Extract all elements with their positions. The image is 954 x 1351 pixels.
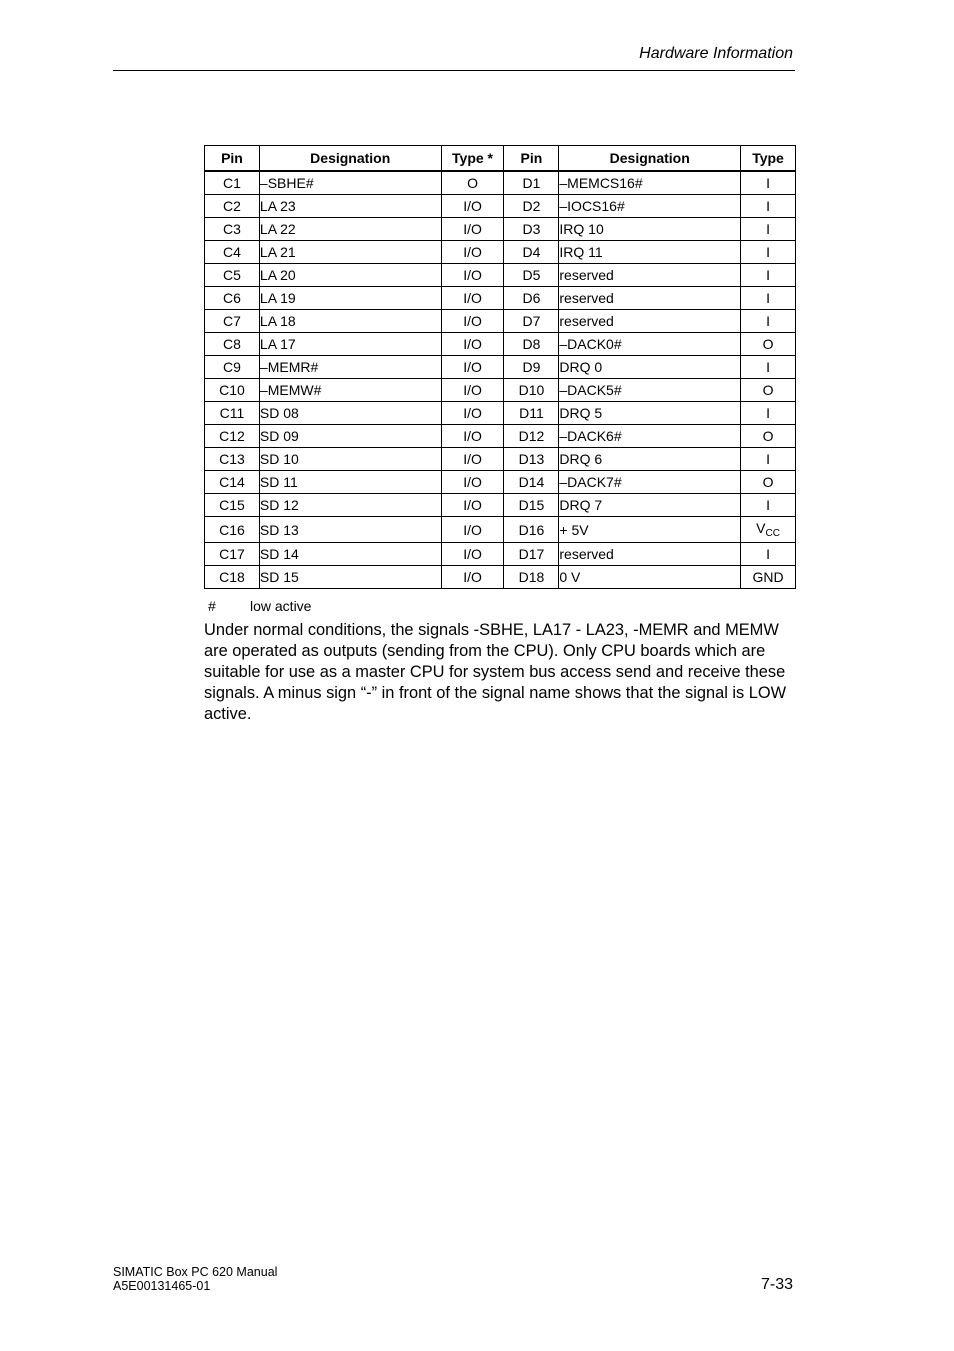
pin-c-cell: C8 xyxy=(205,333,260,356)
pin-d-cell: D15 xyxy=(504,494,559,517)
designation-d-cell: IRQ 11 xyxy=(559,241,741,264)
pin-c-cell: C5 xyxy=(205,264,260,287)
designation-c-cell: LA 21 xyxy=(259,241,441,264)
pin-d-cell: D1 xyxy=(504,171,559,195)
footer-doc-id: A5E00131465-01 xyxy=(113,1279,211,1293)
type-d-cell: O xyxy=(741,471,796,494)
designation-c-cell: LA 23 xyxy=(259,195,441,218)
type-c-cell: I/O xyxy=(441,494,504,517)
col-header-type-d: Type xyxy=(741,146,796,172)
type-c-cell: I/O xyxy=(441,402,504,425)
type-c-cell: I/O xyxy=(441,543,504,566)
table-row xyxy=(205,379,796,402)
footnote-text: low active xyxy=(250,598,312,614)
pin-d-cell: D10 xyxy=(504,379,559,402)
designation-c-cell: LA 22 xyxy=(259,218,441,241)
table-row xyxy=(205,287,796,310)
type-c-cell: I/O xyxy=(441,471,504,494)
type-c-cell: I/O xyxy=(441,287,504,310)
designation-c-cell: LA 19 xyxy=(259,287,441,310)
designation-d-cell: –DACK6# xyxy=(559,425,741,448)
pin-c-cell: C18 xyxy=(205,566,260,589)
type-c-cell: I/O xyxy=(441,566,504,589)
type-d-cell: I xyxy=(741,218,796,241)
pin-c-cell: C2 xyxy=(205,195,260,218)
page-number: 7-33 xyxy=(760,1276,793,1293)
pin-c-cell: C17 xyxy=(205,543,260,566)
pin-d-cell: D9 xyxy=(504,356,559,379)
designation-c-cell: SD 12 xyxy=(259,494,441,517)
type-d-cell: I xyxy=(741,494,796,517)
pin-d-cell: D14 xyxy=(504,471,559,494)
designation-c-cell: SD 08 xyxy=(259,402,441,425)
table-row xyxy=(205,402,796,425)
footer-manual-title: SIMATIC Box PC 620 Manual xyxy=(113,1265,278,1279)
table-header-row xyxy=(205,146,796,172)
designation-c-cell: SD 11 xyxy=(259,471,441,494)
designation-d-cell: reserved xyxy=(559,264,741,287)
type-d-cell: O xyxy=(741,333,796,356)
table-row xyxy=(205,448,796,471)
pin-c-cell: C16 xyxy=(205,517,260,543)
type-d-cell: I xyxy=(741,448,796,471)
type-c-cell: I/O xyxy=(441,448,504,471)
pin-d-cell: D5 xyxy=(504,264,559,287)
table-row xyxy=(205,517,796,543)
type-c-cell: I/O xyxy=(441,379,504,402)
table-row xyxy=(205,356,796,379)
footer-left xyxy=(113,1265,277,1293)
designation-c-cell: –SBHE# xyxy=(259,171,441,195)
designation-c-cell: SD 10 xyxy=(259,448,441,471)
type-d-cell: I xyxy=(741,264,796,287)
table-body xyxy=(205,171,796,589)
type-d-cell xyxy=(741,517,796,543)
pin-c-cell: C3 xyxy=(205,218,260,241)
designation-d-cell: 0 V xyxy=(559,566,741,589)
type-c-cell: I/O xyxy=(441,195,504,218)
type-d-cell: I xyxy=(741,543,796,566)
designation-d-cell: IRQ 10 xyxy=(559,218,741,241)
designation-d-cell: reserved xyxy=(559,310,741,333)
vcc-subscript: CC xyxy=(765,528,780,539)
type-c-cell: I/O xyxy=(441,425,504,448)
designation-c-cell: LA 17 xyxy=(259,333,441,356)
pin-c-cell: C10 xyxy=(205,379,260,402)
type-c-cell: O xyxy=(441,171,504,195)
col-header-designation-d: Designation xyxy=(559,146,741,172)
pin-c-cell: C15 xyxy=(205,494,260,517)
col-header-type-c: Type * xyxy=(441,146,504,172)
pin-c-cell: C7 xyxy=(205,310,260,333)
type-c-cell: I/O xyxy=(441,356,504,379)
type-c-cell: I/O xyxy=(441,241,504,264)
type-d-cell: I xyxy=(741,171,796,195)
pin-d-cell: D12 xyxy=(504,425,559,448)
table-row xyxy=(205,425,796,448)
type-d-cell: O xyxy=(741,379,796,402)
col-header-designation-c: Designation xyxy=(259,146,441,172)
type-c-cell: I/O xyxy=(441,517,504,543)
pin-c-cell: C1 xyxy=(205,171,260,195)
designation-d-cell: + 5V xyxy=(559,517,741,543)
designation-d-cell: –MEMCS16# xyxy=(559,171,741,195)
designation-c-cell: LA 18 xyxy=(259,310,441,333)
table-row xyxy=(205,218,796,241)
table-footnote xyxy=(208,598,311,614)
table-row xyxy=(205,471,796,494)
footnote-mark: # xyxy=(208,598,216,614)
designation-c-cell: LA 20 xyxy=(259,264,441,287)
vcc-main: V xyxy=(756,520,766,536)
designation-d-cell: DRQ 0 xyxy=(559,356,741,379)
table-row xyxy=(205,310,796,333)
col-header-pin-d: Pin xyxy=(504,146,559,172)
type-d-cell: O xyxy=(741,425,796,448)
designation-c-cell: SD 13 xyxy=(259,517,441,543)
type-d-cell: I xyxy=(741,402,796,425)
table-row xyxy=(205,566,796,589)
pin-c-cell: C12 xyxy=(205,425,260,448)
designation-d-cell: reserved xyxy=(559,543,741,566)
designation-d-cell: –DACK5# xyxy=(559,379,741,402)
designation-c-cell: –MEMW# xyxy=(259,379,441,402)
pin-d-cell: D16 xyxy=(504,517,559,543)
pin-d-cell: D18 xyxy=(504,566,559,589)
type-c-cell: I/O xyxy=(441,333,504,356)
pin-c-cell: C6 xyxy=(205,287,260,310)
table-row xyxy=(205,171,796,195)
pin-d-cell: D4 xyxy=(504,241,559,264)
designation-d-cell: DRQ 7 xyxy=(559,494,741,517)
pin-d-cell: D6 xyxy=(504,287,559,310)
type-c-cell: I/O xyxy=(441,310,504,333)
designation-d-cell: –IOCS16# xyxy=(559,195,741,218)
pin-c-cell: C4 xyxy=(205,241,260,264)
header-rule xyxy=(113,70,795,71)
designation-c-cell: SD 09 xyxy=(259,425,441,448)
pin-assignment-table xyxy=(204,145,796,589)
type-c-cell: I/O xyxy=(441,264,504,287)
designation-d-cell: DRQ 5 xyxy=(559,402,741,425)
pin-d-cell: D2 xyxy=(504,195,559,218)
pin-c-cell: C14 xyxy=(205,471,260,494)
designation-d-cell: reserved xyxy=(559,287,741,310)
table-row xyxy=(205,494,796,517)
table-row xyxy=(205,241,796,264)
designation-d-cell: DRQ 6 xyxy=(559,448,741,471)
type-d-cell: I xyxy=(741,356,796,379)
type-d-cell: I xyxy=(741,287,796,310)
table-row xyxy=(205,264,796,287)
designation-c-cell: SD 15 xyxy=(259,566,441,589)
running-header: Hardware Information xyxy=(639,45,793,62)
table-row xyxy=(205,195,796,218)
pin-d-cell: D11 xyxy=(504,402,559,425)
designation-c-cell: –MEMR# xyxy=(259,356,441,379)
body-paragraph: Under normal conditions, the signals -SBHE, LA17 - LA23, -MEMR and MEMW are operated as outputs (sending from the CPU). Only CPU boards which are suitable for use as a master CPU for system bus access send and receive these signals. A minus sign “-” in front of the signal name shows that the signal is LOW active. xyxy=(204,621,787,723)
designation-d-cell: –DACK7# xyxy=(559,471,741,494)
pin-d-cell: D13 xyxy=(504,448,559,471)
type-c-cell: I/O xyxy=(441,218,504,241)
type-d-cell: GND xyxy=(741,566,796,589)
pin-d-cell: D8 xyxy=(504,333,559,356)
type-d-cell: I xyxy=(741,241,796,264)
pin-c-cell: C13 xyxy=(205,448,260,471)
designation-c-cell: SD 14 xyxy=(259,543,441,566)
table-row xyxy=(205,543,796,566)
pin-d-cell: D17 xyxy=(504,543,559,566)
designation-d-cell: –DACK0# xyxy=(559,333,741,356)
pin-d-cell: D3 xyxy=(504,218,559,241)
type-d-cell: I xyxy=(741,195,796,218)
pin-c-cell: C11 xyxy=(205,402,260,425)
type-d-cell: I xyxy=(741,310,796,333)
col-header-pin-c: Pin xyxy=(205,146,260,172)
pin-c-cell: C9 xyxy=(205,356,260,379)
pin-d-cell: D7 xyxy=(504,310,559,333)
table-row xyxy=(205,333,796,356)
